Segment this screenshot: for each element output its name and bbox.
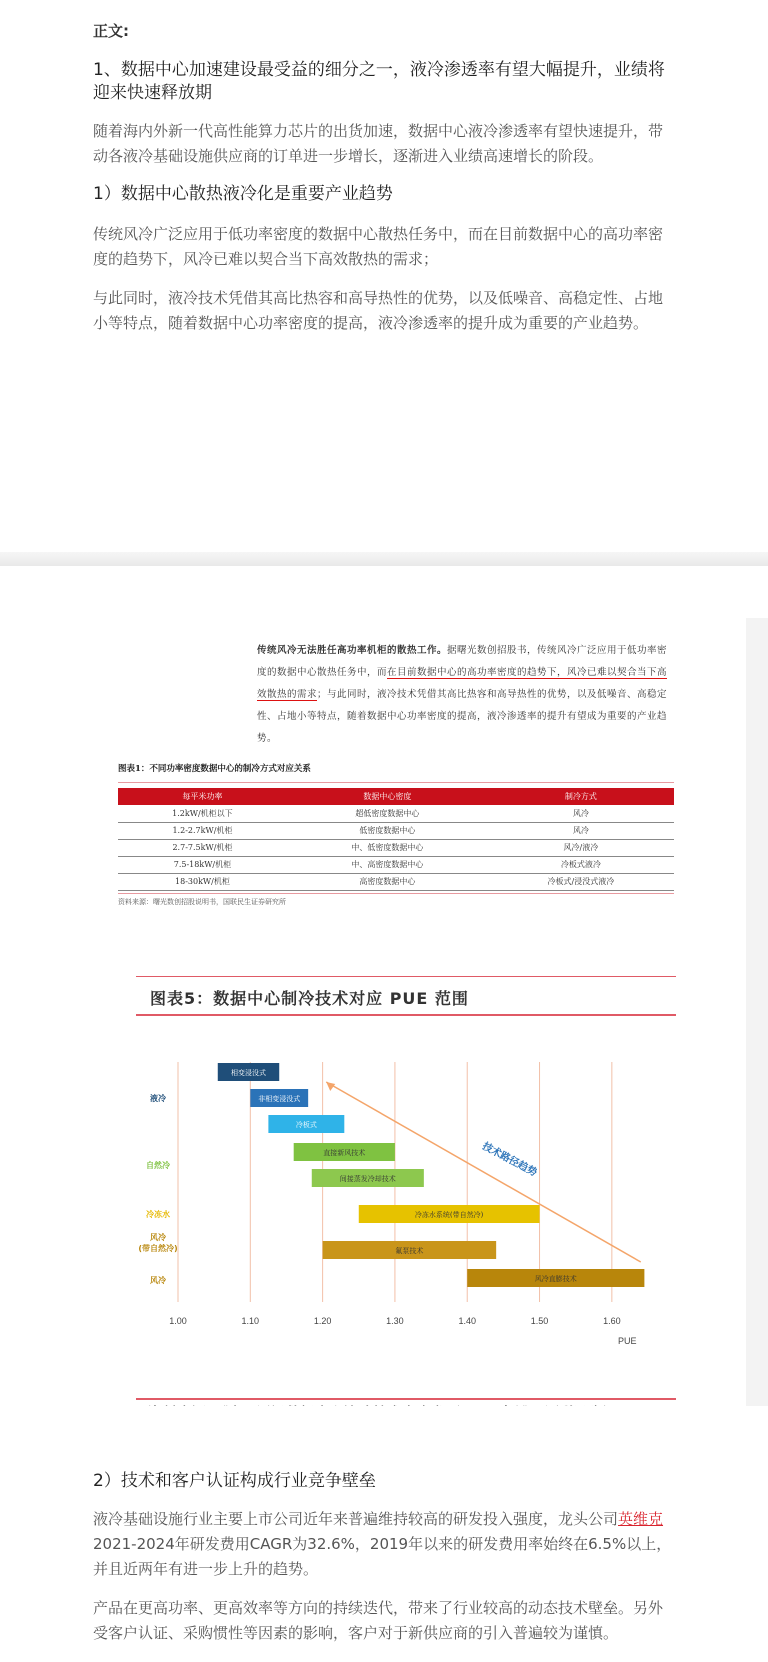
table-cell: 中、高密度数据中心 [287, 856, 488, 873]
paragraph-1: 随着海内外新一代高性能算力芯片的出货加速，数据中心液冷渗透率有望快速提升，带动各液冷基础设施供应商的订单进一步增长，逐渐进入业绩高速增长的阶段。 [93, 122, 664, 165]
bar-label: 风冷直膨技术 [534, 1275, 577, 1283]
table-cell: 低密度数据中心 [287, 822, 488, 839]
table-cell: 中、低密度数据中心 [287, 839, 488, 856]
group-label: 风冷 [150, 1233, 166, 1242]
x-tick-label: 1.30 [386, 1316, 404, 1326]
image-separator [0, 552, 768, 566]
report-bold-lead: 传统风冷无法胜任高功率机柜的散热工作。 [257, 645, 448, 656]
article-bottom [0, 1406, 768, 1660]
x-tick-label: 1.50 [530, 1316, 549, 1326]
x-tick-label: 1.00 [169, 1316, 187, 1326]
article-top [0, 0, 768, 552]
table-header-cell: 制冷方式 [488, 788, 674, 805]
group-label: 风冷 [150, 1276, 166, 1285]
group-label: (带自然冷) [138, 1244, 178, 1253]
bar-label: 非相变浸没式 [258, 1095, 301, 1103]
report-image[interactable] [0, 566, 768, 1406]
table-header-cell: 每平米功率 [118, 788, 287, 805]
table-row [118, 805, 674, 822]
section-heading-1: 1、数据中心加速建设最受益的细分之一，液冷渗透率有望大幅提升，业绩将迎来快速释放期 [93, 60, 665, 103]
table-cell: 风冷/液冷 [488, 839, 674, 856]
subsection-heading-1: 1）数据中心散热液冷化是重要产业趋势 [93, 184, 393, 204]
bar-label: 直接新风技术 [323, 1149, 366, 1157]
table-row [118, 873, 674, 890]
body-label: 正文: [93, 22, 129, 40]
x-tick-label: 1.40 [458, 1316, 476, 1326]
report-underline-1: 在目前数据中心的高功率密度的趋势下，风冷 [387, 667, 588, 678]
report-underline-2: 已难以契合当下高效散热的需求 [257, 667, 668, 700]
paragraph-5: 产品在更高功率、更高效率等方向的持续迭代，带来了行业较高的动态技术壁垒。另外受客户认证、采购惯性等因素的影响，客户对于新供应商的引入普遍较为谨慎。 [93, 1599, 664, 1642]
table-source: 资料来源：曙光数创招股说明书，国联民生证券研究所 [118, 898, 286, 906]
cooling-table [118, 788, 674, 891]
table-bottom-rule [118, 893, 674, 894]
figure-top-rule [136, 976, 676, 977]
table-row [118, 839, 674, 856]
group-label: 冷冻水 [146, 1210, 170, 1219]
table-cell: 冷板式/浸没式液冷 [488, 873, 674, 890]
trend-annotation: 技术路径趋势 [480, 1140, 539, 1179]
x-tick-label: 1.20 [313, 1316, 332, 1326]
pue-chart [136, 1054, 676, 1354]
company-link[interactable]: 英维克 [618, 1510, 664, 1528]
table-cell: 18-30kW/机柜 [118, 873, 287, 890]
paragraph-4 [93, 1507, 675, 1582]
table-header-cell: 数据中心密度 [287, 788, 488, 805]
page-edge [746, 618, 768, 1406]
bar-label: 间接蒸发冷却技术 [339, 1175, 396, 1183]
report-text-1: 据曙光数创招股书，传统风冷广泛应用于低功率密度的数据中心散热任务中，而 [257, 645, 668, 678]
table-top-rule [118, 782, 674, 783]
table-row [118, 822, 674, 839]
paragraph-2: 传统风冷广泛应用于低功率密度的数据中心散热任务中，而在目前数据中心的高功率密度的趋势下，风冷已难以契合当下高效散热的需求； [93, 225, 664, 268]
figure-bottom-rule [136, 1398, 676, 1400]
bar-label: 氟泵技术 [395, 1247, 424, 1255]
x-tick-label: 1.60 [603, 1316, 621, 1326]
paragraph-4-text-b: 2021-2024年研发费用CAGR为32.6%，2019年以来的研发费用率始终在6.5%以上，并且近两年有进一步上升的趋势。 [93, 1535, 672, 1578]
bar-label: 冷冻水系统(带自然冷) [414, 1211, 484, 1219]
report-paragraph [257, 640, 677, 750]
table-cell: 风冷 [488, 805, 674, 822]
bar-label: 冷板式 [295, 1121, 317, 1129]
figure-title-rule [136, 1014, 676, 1016]
table-cell: 1.2kW/机柜以下 [118, 805, 287, 822]
report-text-2: ；与此同时，液冷技术凭借其高比热容和高导热性的优势，以及低噪音、高稳定性、占地小等特点，随着数据中心功率密度的提高，液冷渗透率的提升有望成为重要的产业趋势。 [257, 689, 668, 744]
table-row [118, 856, 674, 873]
table-caption: 图表1：不同功率密度数据中心的制冷方式对应关系 [118, 764, 311, 774]
table-cell: 2.7-7.5kW/机柜 [118, 839, 287, 856]
bar-label: 相变浸没式 [231, 1069, 266, 1077]
group-label: 液冷 [150, 1094, 166, 1103]
x-tick-label: 1.10 [241, 1316, 260, 1326]
table-cell: 超低密度数据中心 [287, 805, 488, 822]
table-cell: 1.2-2.7kW/机柜 [118, 822, 287, 839]
group-label: 自然冷 [146, 1161, 170, 1170]
x-axis-label: PUE [618, 1336, 637, 1346]
figure-title: 图表5：数据中心制冷技术对应 PUE 范围 [150, 989, 469, 1008]
subsection-heading-2: 2）技术和客户认证构成行业竞争壁垒 [93, 1471, 376, 1491]
paragraph-3: 与此同时，液冷技术凭借其高比热容和高导热性的优势，以及低噪音、高稳定性、占地小等特点，随着数据中心功率密度的提高，液冷渗透率的提升成为重要的产业趋势。 [93, 289, 664, 332]
table-cell: 风冷 [488, 822, 674, 839]
paragraph-4-text-a: 液冷基础设施行业主要上市公司近年来普遍维持较高的研发投入强度，龙头公司 [93, 1510, 619, 1528]
table-cell: 高密度数据中心 [287, 873, 488, 890]
table-cell: 冷板式液冷 [488, 856, 674, 873]
table-cell: 7.5-18kW/机柜 [118, 856, 287, 873]
